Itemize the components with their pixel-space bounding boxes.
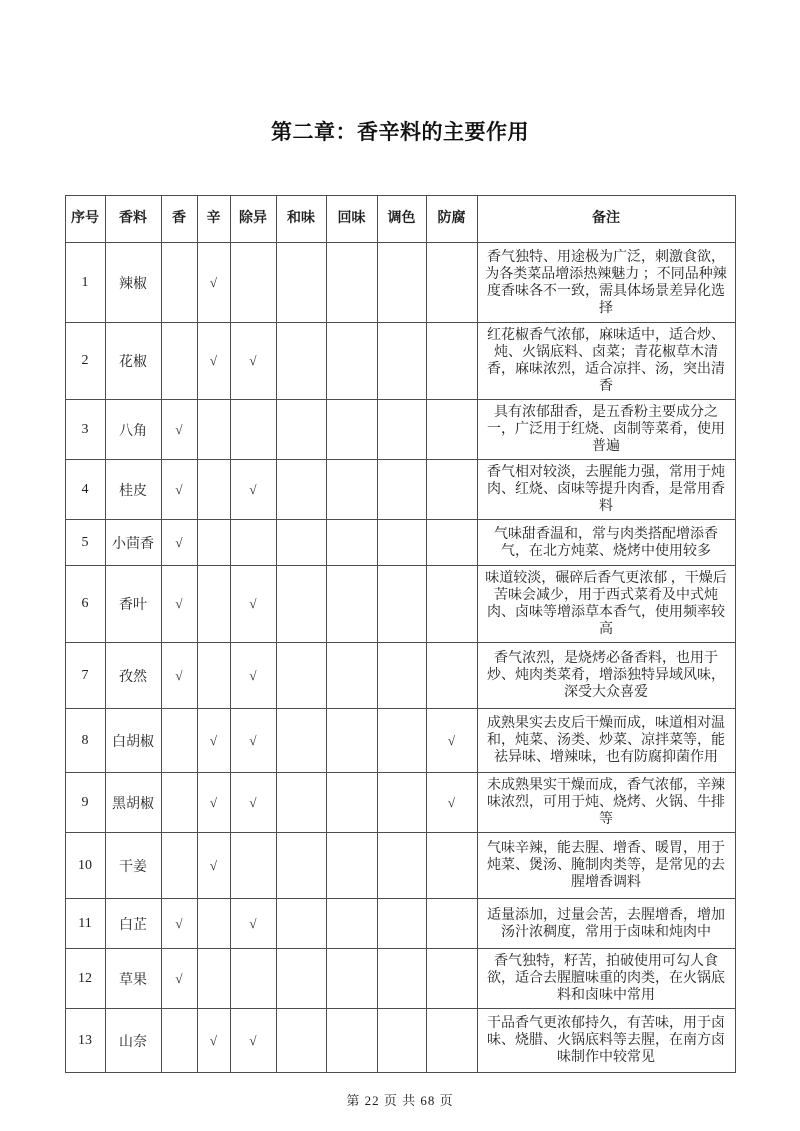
col-header-preservative: 防腐 (426, 196, 477, 243)
check-cell-harmonize (276, 773, 326, 833)
check-cell-pungent (197, 899, 230, 949)
check-cell-pungent (197, 400, 230, 460)
check-cell-aftertaste (326, 323, 377, 400)
check-cell-aroma: √ (161, 460, 197, 520)
col-header-index: 序号 (65, 196, 105, 243)
col-header-harmonize: 和味 (276, 196, 326, 243)
check-cell-deodorize (230, 243, 276, 323)
spice-note: 干品香气更浓郁持久，有苦味，用于卤味、烧腊、火锅底料等去腥，在南方卤味制作中较常见 (477, 1009, 735, 1073)
row-index: 4 (65, 460, 105, 520)
check-cell-preservative (426, 899, 477, 949)
check-cell-deodorize: √ (230, 323, 276, 400)
check-cell-deodorize (230, 520, 276, 566)
check-cell-preservative (426, 833, 477, 899)
spice-note: 香气浓烈，是烧烤必备香料，也用于炒、炖肉类菜肴，增添独特异域风味，深受大众喜爱 (477, 643, 735, 709)
row-index: 8 (65, 709, 105, 773)
check-cell-coloring (377, 520, 426, 566)
check-cell-aftertaste (326, 773, 377, 833)
spice-note: 红花椒香气浓郁，麻味适中，适合炒、炖、火锅底料、卤菜；青花椒草木清香，麻味浓烈，适合凉拌、汤，突出清香 (477, 323, 735, 400)
check-cell-coloring (377, 949, 426, 1009)
check-cell-pungent: √ (197, 1009, 230, 1073)
check-cell-aftertaste (326, 709, 377, 773)
check-cell-coloring (377, 773, 426, 833)
check-cell-coloring (377, 323, 426, 400)
check-cell-coloring (377, 643, 426, 709)
table-row (65, 520, 735, 566)
spice-note: 气味甜香温和，常与肉类搭配增添香气，在北方炖菜、烧烤中使用较多 (477, 520, 735, 566)
check-cell-pungent: √ (197, 773, 230, 833)
check-cell-aftertaste (326, 520, 377, 566)
spice-name: 山奈 (105, 1009, 161, 1073)
spice-note: 气味辛辣，能去腥、增香、暖胃，用于炖菜、煲汤、腌制肉类等，是常见的去腥增香调料 (477, 833, 735, 899)
spice-note: 未成熟果实干燥而成，香气浓郁，辛辣味浓烈，可用于炖、烧烤、火锅、牛排 等 (477, 773, 735, 833)
check-cell-harmonize (276, 833, 326, 899)
check-cell-coloring (377, 899, 426, 949)
check-cell-aroma: √ (161, 949, 197, 1009)
check-cell-preservative (426, 949, 477, 1009)
check-cell-pungent (197, 520, 230, 566)
check-cell-deodorize: √ (230, 899, 276, 949)
check-cell-deodorize (230, 400, 276, 460)
check-cell-aftertaste (326, 833, 377, 899)
table-row (65, 949, 735, 1009)
check-cell-preservative (426, 520, 477, 566)
col-header-aroma: 香 (161, 196, 197, 243)
check-cell-pungent: √ (197, 243, 230, 323)
table-row (65, 243, 735, 323)
spice-note: 香气相对较淡，去腥能力强，常用于炖肉、红烧、卤味等提升肉香，是常用香料 (477, 460, 735, 520)
spice-note: 适量添加，过量会苦，去腥增香，增加汤汁浓稠度，常用于卤味和炖肉中 (477, 899, 735, 949)
check-cell-pungent: √ (197, 709, 230, 773)
spice-name: 辣椒 (105, 243, 161, 323)
col-header-pungent: 辛 (197, 196, 230, 243)
check-cell-deodorize: √ (230, 566, 276, 643)
table-row (65, 566, 735, 643)
check-cell-preservative (426, 323, 477, 400)
check-cell-aroma: √ (161, 643, 197, 709)
check-cell-deodorize: √ (230, 1009, 276, 1073)
check-cell-harmonize (276, 949, 326, 1009)
table-header-row (65, 196, 735, 243)
check-cell-deodorize: √ (230, 643, 276, 709)
spice-note: 成熟果实去皮后干燥而成，味道相对温和，炖菜、汤类、炒菜、凉拌菜等，能祛异味、增辣味，也有防腐抑菌作用 (477, 709, 735, 773)
row-index: 5 (65, 520, 105, 566)
spice-name: 桂皮 (105, 460, 161, 520)
spice-name: 香叶 (105, 566, 161, 643)
check-cell-deodorize: √ (230, 773, 276, 833)
check-cell-aftertaste (326, 1009, 377, 1073)
row-index: 10 (65, 833, 105, 899)
check-cell-harmonize (276, 400, 326, 460)
check-cell-aftertaste (326, 400, 377, 460)
check-cell-aftertaste (326, 949, 377, 1009)
spice-note: 具有浓郁甜香，是五香粉主要成分之一，广泛用于红烧、卤制等菜肴，使用普遍 (477, 400, 735, 460)
check-cell-aftertaste (326, 643, 377, 709)
check-cell-deodorize (230, 833, 276, 899)
spice-name: 孜然 (105, 643, 161, 709)
table-row (65, 899, 735, 949)
col-header-spice: 香料 (105, 196, 161, 243)
check-cell-aroma (161, 709, 197, 773)
check-cell-pungent (197, 949, 230, 1009)
check-cell-aftertaste (326, 566, 377, 643)
check-cell-coloring (377, 1009, 426, 1073)
spice-note: 香气独特，籽苦，拍破使用可勾人食欲，适合去腥膻味重的肉类，在火锅底料和卤味中常用 (477, 949, 735, 1009)
check-cell-harmonize (276, 460, 326, 520)
check-cell-preservative (426, 566, 477, 643)
check-cell-preservative: √ (426, 709, 477, 773)
check-cell-preservative (426, 243, 477, 323)
check-cell-coloring (377, 400, 426, 460)
check-cell-preservative (426, 460, 477, 520)
check-cell-harmonize (276, 323, 326, 400)
check-cell-pungent (197, 566, 230, 643)
check-cell-coloring (377, 460, 426, 520)
spice-name: 花椒 (105, 323, 161, 400)
spice-functions-table (65, 195, 736, 1073)
check-cell-coloring (377, 566, 426, 643)
spice-name: 白胡椒 (105, 709, 161, 773)
page-number-footer: 第 22 页 共 68 页 (346, 1093, 454, 1108)
check-cell-coloring (377, 833, 426, 899)
table-row (65, 643, 735, 709)
check-cell-preservative (426, 643, 477, 709)
table-row (65, 773, 735, 833)
check-cell-aroma (161, 1009, 197, 1073)
page-title: 第二章：香辛料的主要作用 (271, 121, 529, 144)
check-cell-preservative: √ (426, 773, 477, 833)
check-cell-harmonize (276, 520, 326, 566)
check-cell-aroma: √ (161, 566, 197, 643)
check-cell-harmonize (276, 566, 326, 643)
col-header-remarks: 备注 (477, 196, 735, 243)
check-cell-deodorize (230, 949, 276, 1009)
spice-name: 小茴香 (105, 520, 161, 566)
check-cell-harmonize (276, 243, 326, 323)
check-cell-pungent: √ (197, 323, 230, 400)
spice-name: 黑胡椒 (105, 773, 161, 833)
spice-name: 草果 (105, 949, 161, 1009)
table-row (65, 460, 735, 520)
row-index: 11 (65, 899, 105, 949)
row-index: 3 (65, 400, 105, 460)
row-index: 1 (65, 243, 105, 323)
check-cell-aroma: √ (161, 400, 197, 460)
check-cell-harmonize (276, 1009, 326, 1073)
check-cell-aroma (161, 833, 197, 899)
check-cell-aftertaste (326, 243, 377, 323)
check-cell-pungent (197, 460, 230, 520)
check-cell-aftertaste (326, 460, 377, 520)
check-cell-harmonize (276, 643, 326, 709)
check-cell-deodorize: √ (230, 460, 276, 520)
check-cell-aroma (161, 773, 197, 833)
table-row (65, 323, 735, 400)
spice-note: 味道较淡，碾碎后香气更浓郁 ，干燥后苦味会减少，用于西式菜肴及中式炖肉、卤味等增添草本香气，使用频率较高 (477, 566, 735, 643)
table-row (65, 709, 735, 773)
check-cell-deodorize: √ (230, 709, 276, 773)
spice-name: 八角 (105, 400, 161, 460)
check-cell-preservative (426, 1009, 477, 1073)
spice-note: 香气独特、用途极为广泛，刺激食欲，为各类菜品增添热辣魅力 ；不同品种辣度香味各不一致，需具体场景差异化选择 (477, 243, 735, 323)
table-row (65, 400, 735, 460)
row-index: 2 (65, 323, 105, 400)
row-index: 9 (65, 773, 105, 833)
col-header-deodorize: 除异 (230, 196, 276, 243)
table-row (65, 1009, 735, 1073)
spice-name: 干姜 (105, 833, 161, 899)
row-index: 12 (65, 949, 105, 1009)
check-cell-aroma: √ (161, 899, 197, 949)
check-cell-coloring (377, 709, 426, 773)
check-cell-aroma: √ (161, 520, 197, 566)
check-cell-pungent: √ (197, 833, 230, 899)
table-row (65, 833, 735, 899)
spice-name: 白芷 (105, 899, 161, 949)
row-index: 6 (65, 566, 105, 643)
row-index: 13 (65, 1009, 105, 1073)
check-cell-coloring (377, 243, 426, 323)
check-cell-harmonize (276, 709, 326, 773)
check-cell-aftertaste (326, 899, 377, 949)
col-header-coloring: 调色 (377, 196, 426, 243)
check-cell-aroma (161, 323, 197, 400)
col-header-aftertaste: 回味 (326, 196, 377, 243)
row-index: 7 (65, 643, 105, 709)
check-cell-aroma (161, 243, 197, 323)
check-cell-preservative (426, 400, 477, 460)
check-cell-harmonize (276, 899, 326, 949)
check-cell-pungent (197, 643, 230, 709)
